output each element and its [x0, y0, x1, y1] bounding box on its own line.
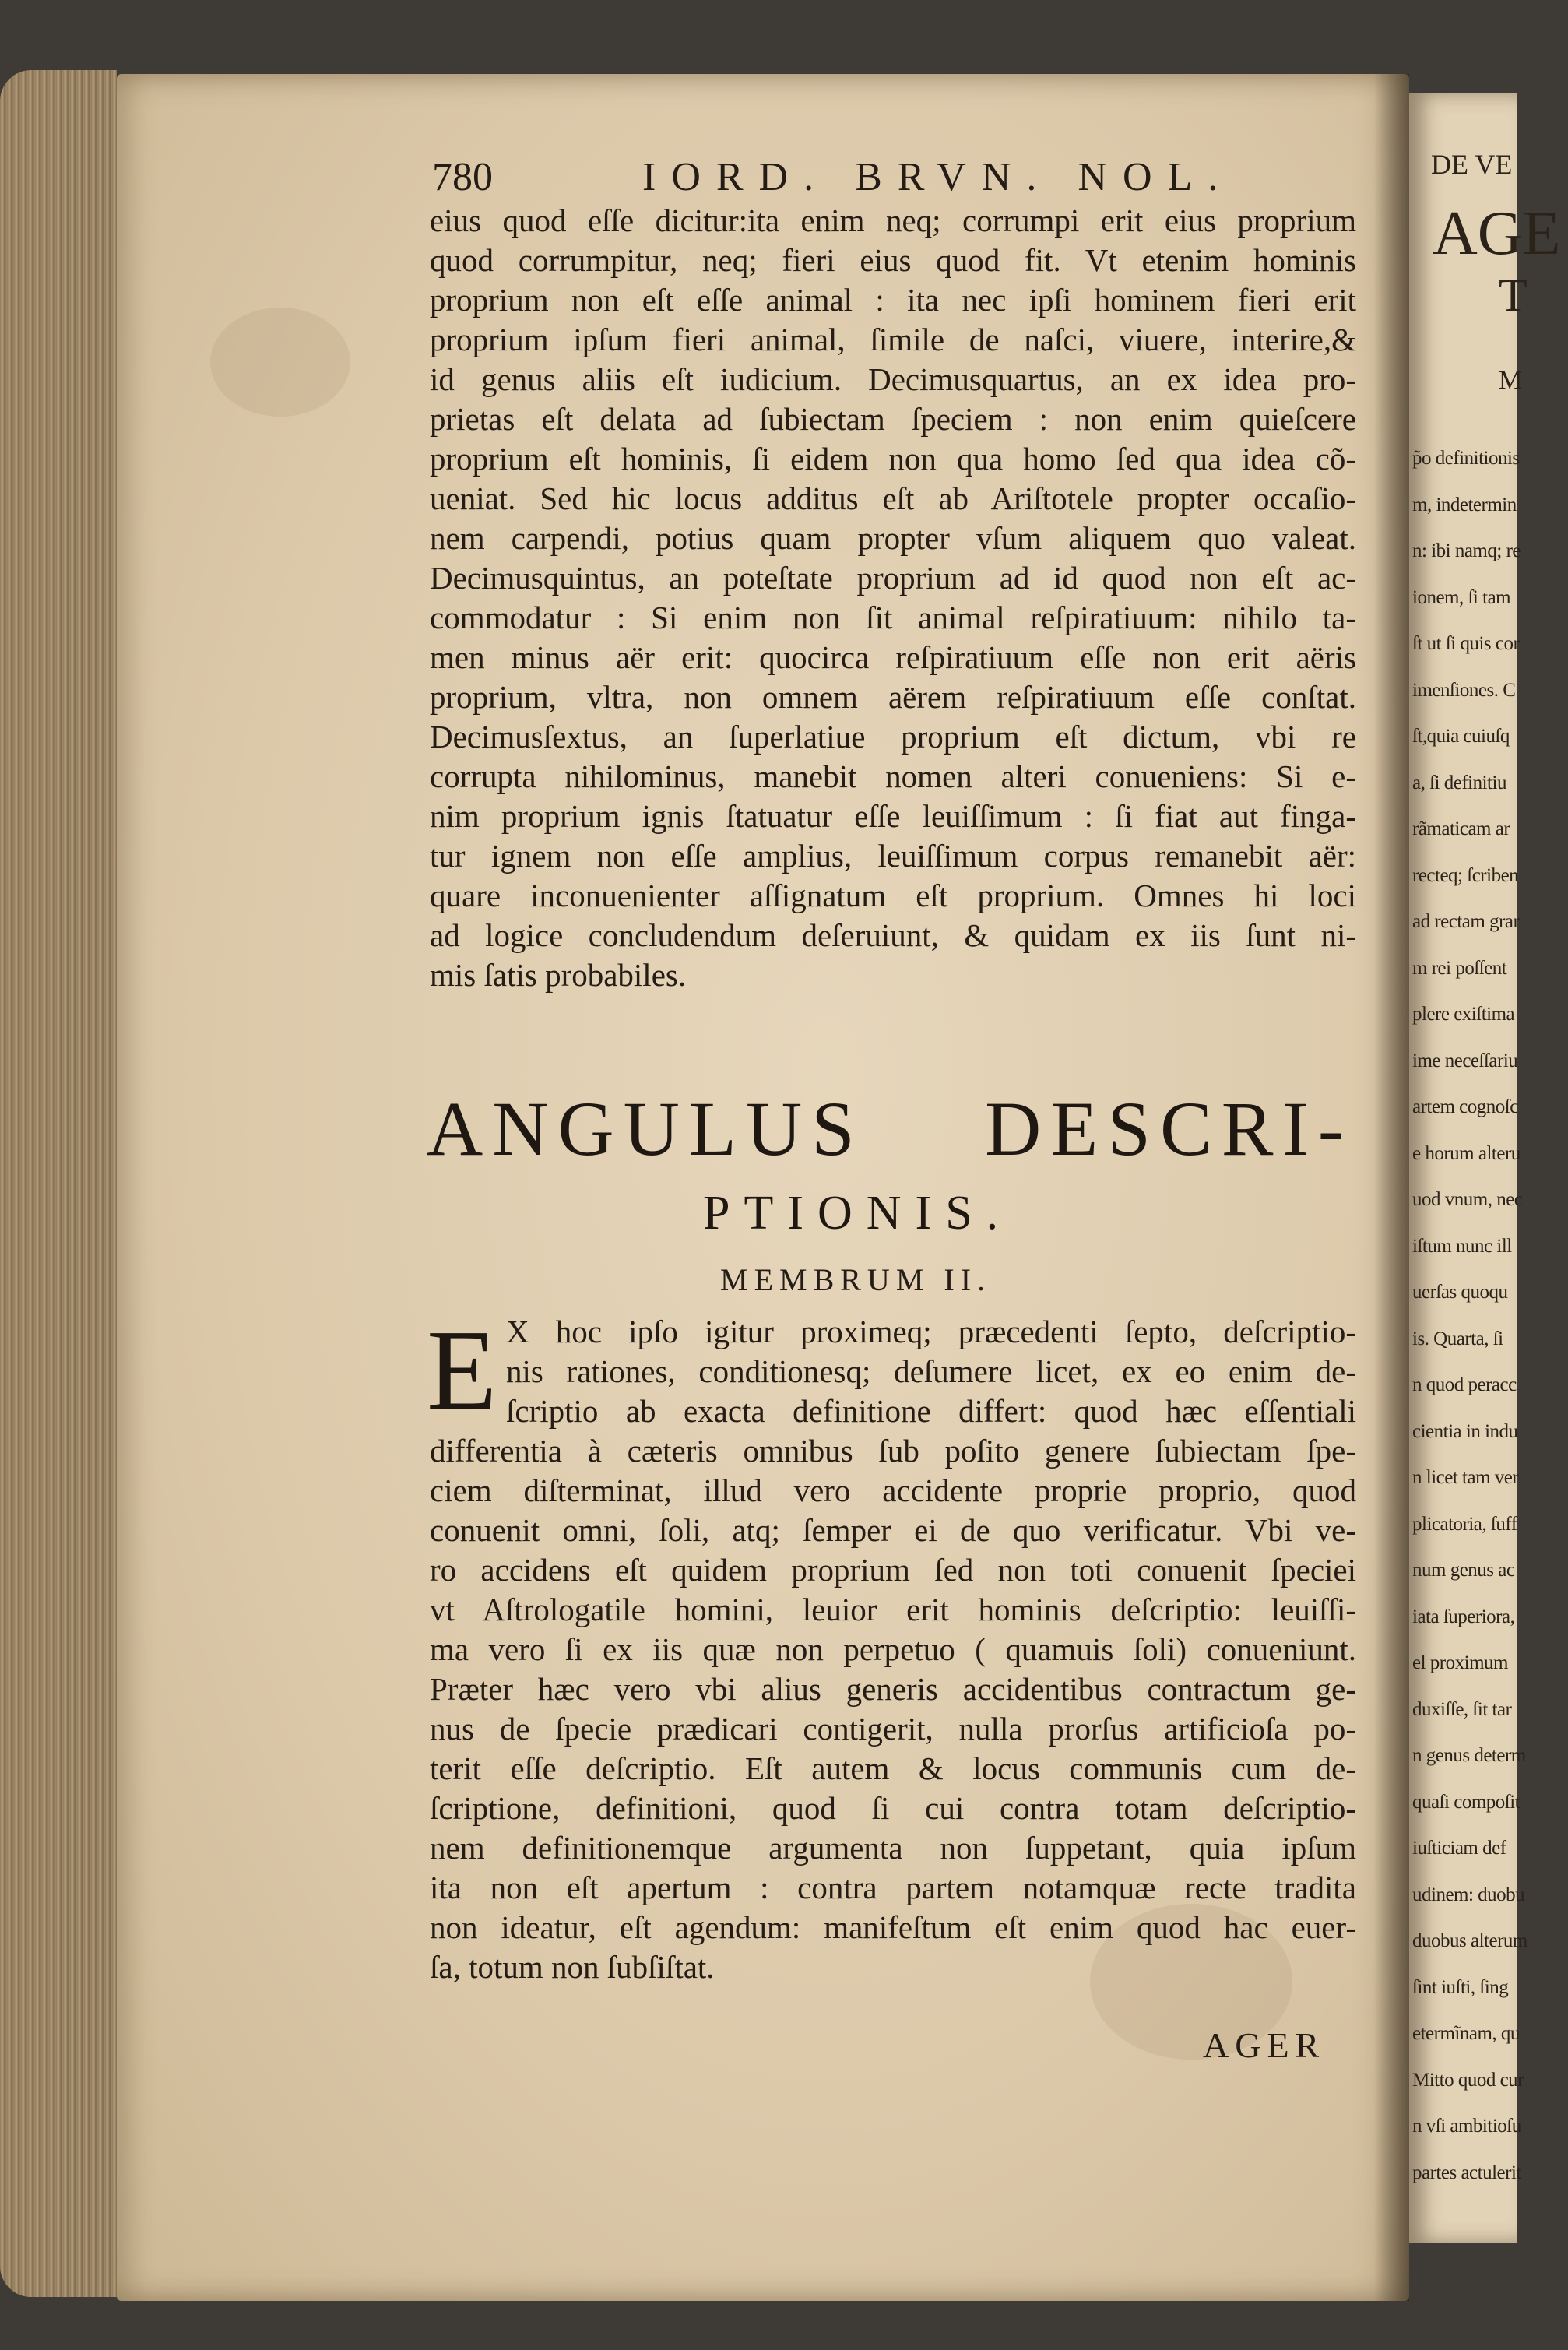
- facing-text-line: ad rectam grar: [1412, 911, 1520, 932]
- text-line: ad logice concludendum deſeruiunt, & quidam ex iis ſunt ni-: [430, 917, 1356, 953]
- text-line: Decimusquintus, an poteſtate proprium ad id quod non eſt ac-: [430, 560, 1356, 596]
- text-line: terit eſſe deſcriptio. Eſt autem & locus communis cum de-: [430, 1750, 1356, 1786]
- facing-text-line: etermĩnam, qu: [1412, 2023, 1520, 2044]
- text-line: ſcriptio ab exacta definitione differt: quod hæc eſſentiali: [506, 1393, 1356, 1429]
- facing-text-line: el proximum: [1412, 1652, 1508, 1673]
- facing-text-line: plere exiſtima: [1412, 1004, 1515, 1025]
- facing-text-line: uod vnum, nec: [1412, 1189, 1523, 1210]
- facing-head-1: DE VE: [1431, 149, 1513, 180]
- facing-text-line: n licet tam ver: [1412, 1467, 1519, 1488]
- text-line: prietas eſt delata ad ſubiectam ſpeciem : non enim quieſcere: [430, 401, 1356, 437]
- facing-text-line: iuſticiam def: [1412, 1838, 1506, 1859]
- facing-text-line: n: ibi namq; re: [1412, 540, 1521, 561]
- facing-head-2: AGE: [1433, 199, 1561, 268]
- text-line: eius quod eſſe dicitur:ita enim neq; corrumpi erit eius proprium: [430, 202, 1356, 238]
- facing-text-line: cientia in indu: [1412, 1420, 1518, 1442]
- book-fore-edge: [0, 70, 117, 2297]
- text-line: quare inconuenienter aſſignatum eſt proprium. Omnes hi loci: [430, 878, 1356, 913]
- facing-text-line: m rei poſſent: [1412, 957, 1507, 979]
- running-head-title: IORD. BRVN. NOL.: [642, 155, 1234, 199]
- facing-text-line: iſtum nunc ill: [1412, 1235, 1512, 1257]
- facing-text-line: n genus determ: [1412, 1745, 1526, 1766]
- facing-text-line: partes actulerit: [1412, 2162, 1521, 2183]
- paper-stain: [210, 308, 350, 417]
- facing-text-line: plicatoria, ſuff: [1412, 1513, 1517, 1535]
- facing-head-3: T: [1499, 269, 1528, 321]
- section-title: [427, 1085, 1353, 1240]
- facing-text-line: a, ſi definitiu: [1412, 772, 1506, 793]
- facing-text-line: ſt ut ſi quis cor: [1412, 633, 1520, 654]
- text-line: tur ignem non eſſe amplius, leuiſſimum corpus remanebit aër:: [430, 838, 1356, 874]
- text-line: ciem diſterminat, illud vero accidente proprie proprio, quod: [430, 1472, 1356, 1508]
- text-line: id genus aliis eſt iudicium. Decimusquartus, an ex idea pro-: [430, 361, 1356, 397]
- facing-text-line: artem cognoſc: [1412, 1096, 1518, 1117]
- text-line: nus de ſpecie prædicari contigerit, nulla prorſus artificioſa po-: [430, 1711, 1356, 1747]
- section-title-line1: ANGULUS DESCRI-: [427, 1085, 1353, 1172]
- text-line: non ideatur, eſt agendum: manifeſtum eſt enim quod hac euer-: [430, 1909, 1356, 1945]
- text-line: mis ſatis probabiles.: [430, 957, 687, 993]
- facing-text-line: ſt,quia cuiuſq: [1412, 726, 1510, 747]
- drop-cap: E: [427, 1307, 497, 1434]
- text-line: commodatur : Si enim non ſit animal reſpiratiuum: nihilo ta-: [430, 600, 1356, 635]
- facing-text-line: udinem: duobu: [1412, 1884, 1525, 1905]
- text-line: nem carpendi, potius quam propter vſum aliquem quo valeat.: [430, 520, 1356, 556]
- facing-text-line: e horum alteru: [1412, 1142, 1521, 1164]
- membrum-heading: MEMBRUM II.: [720, 1262, 992, 1297]
- facing-text-line: duxiſſe, ſit tar: [1412, 1698, 1512, 1720]
- body-text-upper: [430, 201, 1356, 995]
- facing-page-fragment: [1409, 93, 1561, 2243]
- text-line: ſa, totum non ſubſiſtat.: [430, 1949, 715, 1985]
- page-gutter: [1374, 74, 1409, 2301]
- text-line: ueniat. Sed hic locus additus eſt ab Ariſtotele propter occaſio-: [430, 480, 1356, 516]
- text-line: ſcriptione, definitioni, quod ſi cui contra totam deſcriptio-: [430, 1790, 1356, 1826]
- text-line: X hoc ipſo igitur proximeq; præcedenti ſepto, deſcriptio-: [506, 1314, 1356, 1349]
- facing-head-4: M: [1499, 366, 1523, 395]
- text-line: conuenit omni, ſoli, atq; ſemper ei de quo verificatur. Vbi ve-: [430, 1512, 1356, 1548]
- text-line: quod corrumpitur, neq; fieri eius quod fit. Vt etenim hominis: [430, 242, 1356, 278]
- facing-text-line: imenſiones. C: [1412, 679, 1516, 701]
- facing-text-line: n quod peracc: [1412, 1374, 1517, 1395]
- text-line: proprium eſt hominis, ſi eidem non qua homo ſed qua idea cõ-: [430, 441, 1356, 477]
- facing-text-line: duobus alterum: [1412, 1930, 1528, 1951]
- facing-text-line: rãmaticam ar: [1412, 818, 1510, 839]
- facing-text-line: recteq; ſcriben: [1412, 864, 1519, 886]
- text-line: nis rationes, conditionesq; deſumere licet, ex eo enim de-: [506, 1353, 1356, 1389]
- text-line: nem definitionemque argumenta non ſuppetant, quia ipſum: [430, 1830, 1356, 1866]
- text-line: Decimusſextus, an ſuperlatiue proprium eſt dictum, vbi re: [430, 719, 1356, 755]
- facing-text-line: ſint iuſti, ſing: [1412, 1976, 1509, 1998]
- text-line: proprium non eſt eſſe animal : ita nec ipſi hominem fieri erit: [430, 282, 1356, 318]
- text-line: men minus aër erit: quocirca reſpiratiuum eſſe non erit aëris: [430, 639, 1356, 675]
- catchword: AGER: [1203, 2025, 1326, 2065]
- facing-text-line: Mitto quod cur: [1412, 2069, 1524, 2091]
- text-line: corrupta nihilominus, manebit nomen alteri conueniens: Si e-: [430, 758, 1356, 794]
- facing-text-line: p̃o definitionis: [1412, 448, 1520, 469]
- facing-text-line: is. Quarta, ſi: [1412, 1328, 1503, 1349]
- facing-text-line: iata ſuperiora,: [1412, 1606, 1515, 1627]
- facing-text-line: uerſas quoqu: [1412, 1282, 1508, 1303]
- text-line: ma vero ſi ex iis quæ non perpetuo ( quamuis ſoli) conueniunt.: [430, 1631, 1356, 1667]
- facing-text-line: num genus ac: [1412, 1560, 1515, 1581]
- section-title-line2: PTIONIS.: [703, 1187, 1013, 1240]
- text-line: Præter hæc vero vbi alius generis accidentibus contractum ge-: [430, 1671, 1356, 1707]
- text-line: ro accidens eſt quidem proprium ſed non toti conuenit ſpeciei: [430, 1552, 1356, 1588]
- facing-text-line: quaſi compoſit: [1412, 1791, 1521, 1813]
- facing-text-line: ionem, ſi tam: [1412, 586, 1511, 608]
- text-line: differentia à cæteris omnibus ſub poſito genere ſubiectam ſpe-: [430, 1433, 1356, 1469]
- body-text-lower: [430, 1312, 1356, 1987]
- facing-text-line: m, indetermin: [1412, 494, 1517, 515]
- facing-text-line: ime neceſſariu: [1412, 1050, 1518, 1071]
- text-line: nim proprium ignis ſtatuatur eſſe leuiſſimum : ſi fiat aut finga-: [430, 798, 1356, 834]
- text-line: proprium ipſum fieri animal, ſimile de naſci, viuere, interire,&: [430, 322, 1356, 357]
- text-line: proprium, vltra, non omnem aërem reſpiratiuum eſſe conſtat.: [430, 679, 1356, 715]
- text-line: vt Aſtrologatile homini, leuior erit hominis deſcriptio: leuiſſi-: [430, 1592, 1356, 1627]
- facing-text-line: n vſi ambitioſu: [1412, 2116, 1521, 2137]
- running-head: [432, 154, 1366, 201]
- page-number: 780: [432, 155, 493, 199]
- text-line: ita non eſt apertum : contra partem notamquæ recte tradita: [430, 1870, 1356, 1905]
